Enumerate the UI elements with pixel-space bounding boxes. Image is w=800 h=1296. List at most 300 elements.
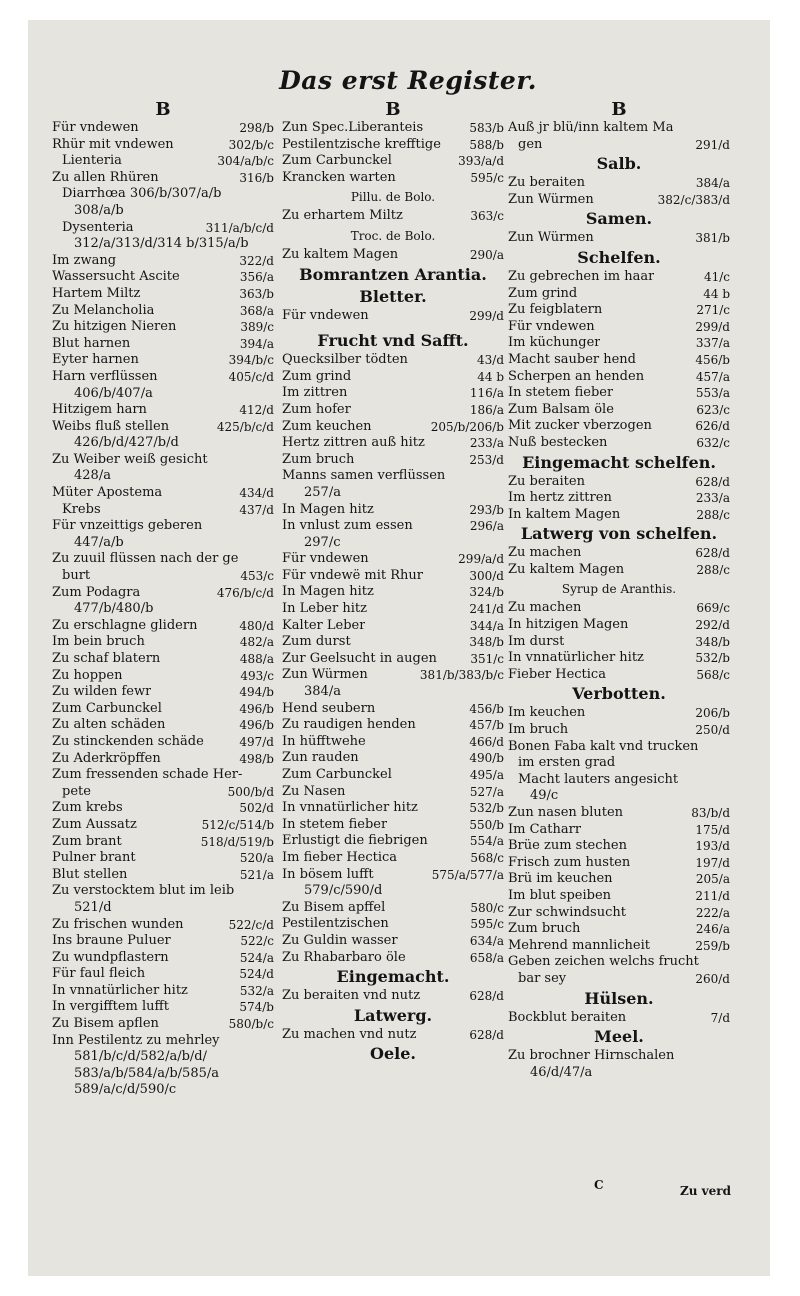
index-entry: [282, 584, 504, 601]
entry-page-ref: 502/d: [239, 801, 274, 816]
index-entry: [508, 269, 730, 286]
index-entry: [52, 933, 274, 950]
entry-page-ref: 293/b: [469, 502, 504, 517]
entry-page-ref: 288/c: [696, 562, 730, 577]
entry-term: Zu feigblatern: [508, 302, 603, 318]
index-entry: [52, 883, 274, 900]
entry-page-ref: [724, 772, 730, 789]
entry-page-ref: 296/a: [469, 519, 504, 534]
index-entry: [508, 175, 730, 192]
entry-term: Für vndewen: [282, 551, 369, 567]
index-entry: [508, 1048, 730, 1065]
index-entry: [282, 618, 504, 635]
index-entry: [282, 402, 504, 419]
entry-term: Zu hoppen: [52, 667, 123, 683]
entry-term: Zur Geelsucht in augen: [282, 650, 437, 666]
index-entry: [508, 871, 730, 888]
entry-term: pete: [62, 783, 91, 799]
entry-page-ref: 634/a: [469, 933, 504, 948]
entry-term: Zu Weiber weiß gesicht: [52, 451, 208, 467]
entry-page-ref: 206/b: [695, 706, 730, 721]
entry-page-ref: 381/b/383/b/c: [419, 668, 504, 683]
entry-term: Auß jr blü/inn kaltem Ma: [508, 120, 674, 135]
entry-page-ref: 356/a: [239, 270, 274, 285]
entry-page-ref: 437/d: [239, 502, 274, 517]
entry-continuation: 46/d/47/a: [530, 1064, 593, 1080]
entry-page-ref: [268, 551, 274, 568]
entry-page-ref: 393/a/d: [458, 154, 504, 169]
entry-term: Hitzigem harn: [52, 402, 147, 418]
entry-term: Zum Carbunckel: [282, 153, 392, 169]
index-entry: [282, 308, 504, 325]
index-entry: [52, 684, 274, 701]
entry-page-ref: 588/b: [469, 137, 504, 152]
entry-term: Zu kaltem Magen: [508, 561, 625, 577]
section-heading: Bomrantzen Arantia.: [299, 264, 487, 284]
entry-term: Im durst: [508, 633, 565, 649]
index-entry: [282, 701, 504, 718]
entry-page-ref: 575/a/577/a: [431, 867, 504, 882]
entry-term: Rhür mit vndewen: [52, 136, 174, 152]
entry-term: In Magen hitz: [282, 501, 374, 517]
entry-term: Zum brant: [52, 833, 122, 849]
sub-heading: Pillu. de Bolo.: [350, 190, 436, 205]
entry-term: Zu machen: [508, 545, 582, 561]
entry-page-ref: 628/d: [469, 989, 504, 1004]
entry-term: Zun nasen bluten: [508, 805, 624, 820]
entry-term: Zu erschlagne glidern: [52, 617, 198, 633]
index-entry: [282, 247, 504, 264]
entry-term: Mehrend mannlicheit: [508, 937, 650, 953]
index-entry: [52, 568, 274, 585]
entry-term: Zu machen: [508, 600, 582, 616]
entry-term: Nuß bestecken: [508, 434, 608, 450]
entry-page-ref: 197/d: [695, 855, 730, 870]
index-entry: [52, 917, 274, 934]
entry-term: Zu gebrechen im haar: [508, 268, 655, 284]
entry-page-ref: 527/a: [469, 784, 504, 799]
entry-page-ref: 580/c: [470, 900, 504, 915]
index-entry: [52, 701, 274, 718]
section-heading: Eingemacht schelfen.: [522, 452, 716, 472]
index-entry: [508, 302, 730, 319]
entry-page-ref: 211/d: [695, 888, 730, 903]
entry-page-ref: 368/a: [239, 303, 274, 318]
index-entry: [282, 568, 504, 585]
entry-page-ref: 524/a: [239, 950, 274, 965]
entry-term: Manns samen verflüssen: [282, 468, 446, 484]
entry-term: Zu beraiten vnd nutz: [282, 988, 421, 1004]
entry-page-ref: 595/c: [470, 170, 504, 185]
entry-term: Zum Carbunckel: [282, 767, 392, 782]
entry-page-ref: 44 b: [703, 286, 730, 301]
index-entry: [282, 900, 504, 917]
index-entry: [52, 452, 274, 469]
entry-page-ref: 300/d: [469, 568, 504, 583]
index-entry: [282, 518, 504, 535]
index-entry: [52, 419, 274, 436]
entry-term: Pulner brant: [52, 850, 136, 866]
entry-page-ref: 363/c: [470, 209, 504, 224]
index-entry: [52, 369, 274, 386]
index-column-1: [52, 100, 274, 1099]
entry-term: Blut harnen: [52, 335, 131, 351]
index-entry: [282, 208, 504, 225]
entry-term: Zum bruch: [282, 451, 355, 467]
index-entry: [52, 717, 274, 734]
index-entry: [282, 601, 504, 618]
entry-term: Zum grind: [508, 285, 578, 301]
entry-term: Macht lauters angesicht: [518, 771, 679, 787]
section-heading: Salb.: [596, 154, 642, 174]
index-entry: [508, 402, 730, 419]
entry-term: Im fieber Hectica: [282, 849, 398, 865]
entry-continuation: 312/a/313/d/314 b/315/a/b: [74, 236, 249, 252]
index-entry: [282, 369, 504, 386]
entry-page-ref: 222/a: [695, 905, 730, 920]
entry-term: Zu beraiten: [508, 175, 585, 191]
entry-page-ref: 425/b/c/d: [216, 419, 274, 434]
index-entry: [508, 905, 730, 922]
entry-continuation: 49/c: [530, 788, 559, 804]
index-entry: [52, 734, 274, 751]
entry-term: Für faul fleich: [52, 966, 146, 982]
index-entry: [52, 551, 274, 568]
index-entry: [508, 286, 730, 303]
index-entry: [52, 502, 274, 519]
entry-term: Zum krebs: [52, 800, 123, 816]
index-entry: [508, 418, 730, 435]
entry-term: Im hertz zittren: [508, 490, 612, 506]
section-heading: Latwerg.: [353, 1005, 433, 1025]
index-entry: [508, 545, 730, 562]
entry-page-ref: 522/c/d: [228, 917, 274, 932]
index-entry: [282, 933, 504, 950]
entry-page-ref: 253/d: [469, 452, 504, 467]
entry-term: In kaltem Magen: [508, 506, 621, 522]
entry-page-ref: 522/c: [240, 934, 274, 949]
index-entry: [282, 170, 504, 187]
index-entry: [282, 435, 504, 452]
index-entry: [282, 916, 504, 933]
entry-page-ref: 193/d: [695, 839, 730, 854]
entry-term: Mit zucker vberzogen: [508, 418, 652, 434]
entry-term: In Leber hitz: [282, 601, 367, 617]
index-entry: [52, 120, 274, 137]
entry-page-ref: 290/a: [469, 247, 504, 262]
entry-continuation: 257/a: [304, 484, 341, 500]
entry-term: Quecksilber tödten: [282, 352, 408, 368]
entry-page-ref: 298/b: [239, 121, 274, 135]
index-entry: [508, 772, 730, 789]
index-column-3: [508, 100, 730, 1081]
entry-continuation: 581/b/c/d/582/a/b/d/: [74, 1049, 207, 1065]
entry-page-ref: 389/c: [240, 320, 274, 335]
entry-term: Erlustigt die fiebrigen: [282, 833, 428, 849]
index-entry: [508, 385, 730, 402]
index-entry: [508, 369, 730, 386]
index-entry: [282, 833, 504, 850]
index-entry: [52, 253, 274, 270]
entry-page-ref: 658/a: [469, 950, 504, 965]
entry-term: Für vndewen: [52, 120, 139, 135]
index-entry: [52, 751, 274, 768]
index-entry: [52, 352, 274, 369]
entry-term: Zu raudigen henden: [282, 717, 416, 733]
index-entry: [52, 983, 274, 1000]
index-entry: [52, 336, 274, 353]
index-entry: [52, 585, 274, 602]
entry-page-ref: 553/a: [695, 386, 730, 401]
entry-page-ref: 524/d: [239, 967, 274, 982]
entry-page-ref: 574/b: [239, 1000, 274, 1015]
entry-page-ref: 241/d: [469, 602, 504, 617]
entry-term: In hitzigen Magen: [508, 617, 629, 633]
entry-term: Brüe zum stechen: [508, 838, 627, 854]
index-entry: [508, 739, 730, 756]
entry-term: Frisch zum husten: [508, 854, 631, 870]
section-letter: B: [155, 99, 171, 120]
index-entry: [508, 954, 730, 971]
index-entry: [282, 651, 504, 668]
index-entry: [52, 186, 274, 203]
section-heading: Latwerg von schelfen.: [520, 524, 718, 544]
entry-page-ref: [724, 755, 730, 772]
index-entry: [508, 838, 730, 855]
index-entry: [282, 988, 504, 1005]
index-entry: [282, 419, 504, 436]
sub-heading: Syrup de Aranthis.: [561, 582, 677, 597]
entry-page-ref: 496/b: [239, 718, 274, 733]
entry-term: Hartem Miltz: [52, 285, 141, 301]
entry-term: Zum Podagra: [52, 584, 141, 600]
index-entry: [508, 137, 730, 154]
entry-page-ref: 583/b: [469, 121, 504, 135]
entry-page-ref: 83/b/d: [691, 806, 730, 820]
entry-term: Zum Carbunckel: [52, 700, 162, 716]
entry-term: Müter Apostema: [52, 485, 163, 501]
index-entry: [52, 485, 274, 502]
entry-page-ref: 580/b/c: [228, 1017, 274, 1032]
entry-term: Im bruch: [508, 722, 569, 738]
entry-term: Diarrhœa 306/b/307/a/b: [62, 186, 222, 202]
entry-term: Zun Würmen: [282, 667, 368, 683]
entry-term: In stetem fieber: [282, 816, 388, 832]
entry-page-ref: 250/d: [695, 723, 730, 738]
entry-term: Lienteria: [62, 153, 122, 169]
entry-page-ref: 498/b: [239, 751, 274, 766]
entry-page-ref: 348/b: [469, 635, 504, 650]
index-entry: [52, 303, 274, 320]
entry-page-ref: [268, 1033, 274, 1050]
entry-term: In vnnatürlicher hitz: [52, 982, 188, 998]
entry-page-ref: 532/b: [695, 651, 730, 666]
index-entry: [508, 634, 730, 651]
page-title: Das erst Register.: [279, 66, 537, 95]
entry-page-ref: 669/c: [696, 601, 730, 616]
index-entry: [52, 634, 274, 651]
index-entry: [508, 474, 730, 491]
entry-page-ref: 260/d: [695, 971, 730, 986]
entry-page-ref: 412/d: [239, 403, 274, 418]
entry-term: Zu Guldin wasser: [282, 932, 398, 948]
index-entry: [508, 938, 730, 955]
section-heading: Schelfen.: [577, 247, 661, 267]
index-entry: [508, 562, 730, 579]
section-heading: Meel.: [594, 1027, 644, 1047]
entry-term: Zum bruch: [508, 921, 581, 937]
index-entry: [52, 817, 274, 834]
index-entry: [508, 435, 730, 452]
entry-page-ref: 520/a: [239, 851, 274, 866]
entry-page-ref: 394/b/c: [228, 353, 274, 368]
entry-page-ref: [724, 954, 730, 971]
entry-term: Weibs fluß stellen: [52, 418, 170, 434]
entry-term: Hend seubern: [282, 700, 376, 716]
entry-page-ref: 434/d: [239, 486, 274, 501]
entry-term: Zu hitzigen Nieren: [52, 319, 177, 335]
entry-term: Zu Nasen: [282, 783, 346, 799]
index-entry: [282, 850, 504, 867]
entry-page-ref: 344/a: [469, 618, 504, 633]
index-entry: [52, 170, 274, 187]
index-entry: [52, 518, 274, 535]
section-heading: Eingemacht.: [336, 967, 450, 987]
index-entry: [282, 784, 504, 801]
entry-term: Zun Würmen: [508, 191, 594, 207]
index-entry: [282, 385, 504, 402]
entry-term: Pestilentzischen: [282, 916, 389, 932]
entry-term: In vergifftem lufft: [52, 999, 169, 1015]
entry-page-ref: 324/b: [469, 585, 504, 600]
index-entry: [282, 153, 504, 170]
entry-page-ref: [268, 186, 274, 203]
entry-page-ref: 259/b: [695, 938, 730, 953]
index-entry: [52, 319, 274, 336]
entry-page-ref: 337/a: [695, 336, 730, 351]
entry-term: Für vndewë mit Rhur: [282, 567, 424, 583]
index-entry: [52, 834, 274, 851]
entry-term: In vnnatürlicher hitz: [508, 650, 644, 666]
entry-continuation: 589/a/c/d/590/c: [74, 1082, 177, 1098]
entry-page-ref: 568/c: [696, 667, 730, 682]
index-entry: [508, 855, 730, 872]
entry-page-ref: [724, 1048, 730, 1065]
entry-continuation: 426/b/d/427/b/d: [74, 435, 179, 451]
index-entry: [282, 667, 504, 684]
entry-term: Zu Bisem apflen: [52, 1016, 159, 1032]
entry-page-ref: 382/c/383/d: [657, 192, 730, 207]
entry-term: burt: [62, 568, 91, 584]
entry-term: Dysenteria: [62, 219, 134, 235]
entry-term: Harn verflüssen: [52, 368, 158, 384]
entry-term: Zu wundpflastern: [52, 949, 169, 965]
section-heading: Bletter.: [359, 286, 427, 306]
entry-page-ref: 322/d: [239, 253, 274, 268]
entry-page-ref: 500/b/d: [227, 784, 274, 799]
entry-term: Zun rauden: [282, 750, 359, 766]
entry-term: Bockblut beraiten: [508, 1009, 627, 1025]
entry-term: Geben zeichen welchs frucht: [508, 954, 699, 970]
index-entry: [282, 468, 504, 485]
index-entry: [508, 705, 730, 722]
entry-term: Zu frischen wunden: [52, 916, 184, 932]
entry-page-ref: 497/d: [239, 734, 274, 749]
entry-term: Im zwang: [52, 252, 117, 268]
entry-page-ref: 554/a: [469, 834, 504, 849]
index-entry: [52, 137, 274, 154]
index-entry: [282, 120, 504, 137]
entry-term: Für vndewen: [282, 307, 369, 323]
index-entry: [508, 667, 730, 684]
index-entry: [282, 634, 504, 651]
entry-page-ref: [268, 767, 274, 784]
entry-page-ref: 43/d: [477, 353, 504, 368]
entry-term: Zum Aussatz: [52, 816, 137, 832]
section-heading: Samen.: [585, 209, 653, 229]
index-entry: [282, 750, 504, 767]
index-entry: [52, 220, 274, 237]
index-entry: [282, 867, 504, 884]
entry-page-ref: 550/b: [469, 817, 504, 832]
index-entry: [52, 784, 274, 801]
section-heading: Hülsen.: [584, 988, 654, 1008]
entry-term: Zur schwindsucht: [508, 904, 626, 920]
entry-page-ref: 299/d: [695, 319, 730, 334]
entry-term: Zu erhartem Miltz: [282, 208, 403, 224]
entry-page-ref: 496/b: [239, 701, 274, 716]
entry-term: Im keuchen: [508, 705, 586, 721]
entry-page-ref: 175/d: [695, 822, 730, 837]
entry-page-ref: [268, 452, 274, 469]
entry-term: Krancken warten: [282, 169, 396, 185]
entry-term: Zu alten schäden: [52, 717, 166, 733]
entry-page-ref: 316/b: [239, 170, 274, 185]
entry-page-ref: 405/c/d: [228, 369, 274, 384]
entry-page-ref: 351/c: [470, 651, 504, 666]
index-entry: [508, 888, 730, 905]
entry-page-ref: 493/c: [240, 668, 274, 683]
entry-term: Zun Würmen: [508, 230, 594, 246]
entry-continuation: 447/a/b: [74, 534, 124, 550]
catchword: Zu verd: [680, 1184, 731, 1198]
entry-page-ref: 490/b: [469, 751, 504, 766]
entry-page-ref: 488/a: [239, 652, 274, 666]
entry-page-ref: 453/c: [240, 569, 274, 584]
index-entry: [52, 800, 274, 817]
entry-page-ref: 381/b: [695, 231, 730, 246]
entry-page-ref: 494/b: [239, 685, 274, 700]
entry-term: Zum grind: [282, 368, 352, 384]
entry-page-ref: 291/d: [695, 137, 730, 152]
entry-page-ref: [724, 120, 730, 137]
entry-continuation: 384/a: [304, 684, 341, 700]
entry-continuation: 308/a/b: [74, 202, 124, 218]
entry-page-ref: [498, 468, 504, 485]
entry-continuation: 579/c/590/d: [304, 883, 383, 899]
entry-term: Zu machen vnd nutz: [282, 1026, 417, 1042]
entry-term: Zu Melancholia: [52, 302, 155, 318]
entry-term: Für vnzeittigs geberen: [52, 518, 203, 534]
index-entry: [282, 734, 504, 751]
entry-term: Pestilentzische krefftige: [282, 136, 441, 152]
entry-page-ref: 41/c: [703, 269, 730, 284]
index-entry: [508, 352, 730, 369]
index-entry: [282, 137, 504, 154]
entry-page-ref: 512/c/514/b: [201, 817, 274, 832]
entry-page-ref: 532/a: [239, 983, 274, 998]
entry-continuation: 477/b/480/b: [74, 601, 154, 617]
